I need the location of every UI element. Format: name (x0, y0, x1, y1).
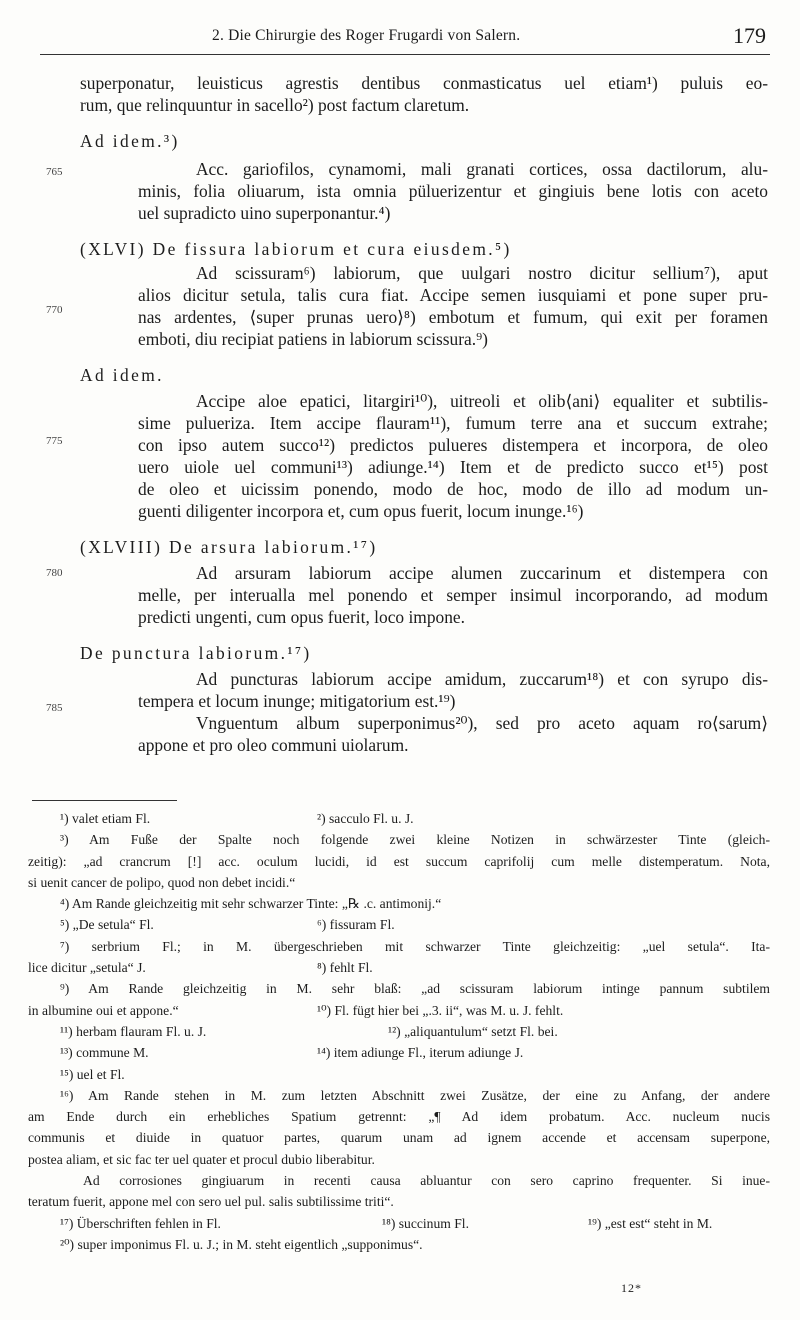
text-line: Accipe aloe epatici, litargiri¹⁰), uitreoli et olib⟨ani⟩ equaliter et subtilis- (196, 391, 768, 411)
footnote: ¹) valet etiam Fl. (60, 811, 151, 826)
text-line: uel supradicto uino superponantur.⁴) (138, 203, 391, 223)
signature-mark: 12* (621, 1281, 642, 1295)
footnote: ¹⁴) item adiunge Fl., iterum adiunge J. (317, 1045, 524, 1061)
footnote: ²⁰) super imponimus Fl. u. J.; in M. steht eigentlich „supponimus“. (60, 1236, 423, 1252)
footnote-row (28, 957, 770, 978)
text-line: guenti diligenter incorpora et, cum opus fuerit, locum inunge.¹⁶) (138, 501, 584, 521)
running-head (40, 22, 770, 55)
text-line: superponatur, leuisticus agrestis dentibus conmasticatus uel etiam¹) puluis eo- (80, 73, 768, 93)
text-line: tempera et locum inunge; mitigatorium est.¹⁹) (138, 691, 456, 711)
paragraph (80, 712, 768, 756)
footnote: ¹¹) herbam flauram Fl. u. J. (60, 1023, 207, 1039)
footnote-row (28, 914, 770, 935)
footnote: ¹⁰) Fl. fügt hier bei „.3. ii“, was M. u. J. fehlt. (317, 1002, 564, 1018)
line-number: 780 (46, 567, 63, 579)
footnote: ⁸) fehlt Fl. (317, 960, 373, 976)
text-line: Ad puncturas labiorum accipe amidum, zuccarum¹⁸) et con syrupo dis- (196, 669, 768, 689)
footnote: ¹³) commune M. (60, 1045, 149, 1061)
footnote: ⁶) fissuram Fl. (317, 917, 395, 933)
footnote: ³) Am Fuße der Spalte noch folgende zwei kleine Notizen in schwärzester Tinte (gleich- zeitig): „ad crancrum [!] acc. oculum lucidi, id est succum caprifolij cum melle distemperatum. Nota, si uenit cancer de polipo, quod non debet incidi.“ (28, 832, 770, 890)
text-line: nas ardentes, ⟨super prunas uero⟩⁸) embotum et fumum, qui exit per foramen (138, 307, 768, 327)
text-line: de oleo et uicissim ponendo, modo de hoc, modo de illo ad modum un- (138, 479, 768, 499)
text-line: Acc. gariofilos, cynamomi, mali granati cortices, ossa dactilorum, alu- (196, 159, 768, 179)
paragraph (80, 668, 768, 712)
text-line: melle, per interualla mel ponendo et semper insimul incorporando, ad modum (138, 585, 768, 605)
footnote-row (28, 1213, 770, 1234)
running-title: 2. Die Chirurgie des Roger Frugardi von Salern. (212, 27, 521, 44)
footnote: ¹⁶) Am Rande stehen in M. zum letzten Abschnitt zwei Zusätze, der eine zu Anfang, der andere am Ende durch ein erhebliches Spatium getrennt: „¶ Ad idem probatum. Acc. nucleum nucis communis et diuide in quatuor partes, quarum unam ad ignem accende et accensam superpone, postea aliam, et sic fac ter uel quater et procul dubio liberabitur. Ad corrosiones gingiuarum in recenti causa abluantur con sero caprino frequenter. Si inue- teratum fuerit, appone mel con sero uel pul. salis subtilissime triti“. (28, 1087, 770, 1210)
page-number: 179 (733, 23, 766, 48)
footnotes (28, 808, 770, 1255)
text-line: uero uiole uel communi¹³) adiunge.¹⁴) Item et de predicto succo et¹⁵) post (138, 457, 768, 477)
footnote-row (28, 1021, 770, 1042)
footnote: ¹²) „aliquantulum“ setzt Fl. bei. (388, 1023, 558, 1039)
footnote: lice dicitur „setula“ J. (28, 960, 146, 976)
text-line: Ad arsuram labiorum accipe alumen zuccarinum et distempera con (196, 563, 768, 583)
section-heading: (XLVI) De fissura labiorum et cura eiusdem.⁵) (80, 239, 512, 259)
footnote: in albumine oui et appone.“ (28, 1002, 179, 1018)
text-line: alios dicitur setula, talis cura fiat. Accipe semen iusquiami et pone super pru- (138, 285, 768, 305)
text-line: minis, folia oliuarum, ista omnia püluerizentur et gingiuis bene lotis con aceto (138, 181, 768, 201)
footnote: ⁹) Am Rande gleichzeitig in M. sehr blaß: „ad scissuram labiorum intinge pannum subtilem (60, 981, 770, 997)
footnote-rule (32, 800, 177, 801)
paragraph (80, 72, 768, 116)
line-number: 785 (46, 702, 63, 714)
paragraph (80, 562, 768, 628)
text-line: Vnguentum album superponimus²⁰), sed pro aceto aquam ro⟨sarum⟩ (196, 713, 768, 733)
footnote: ¹⁷) Überschriften fehlen in Fl. (60, 1215, 221, 1231)
text-line: con ipso autem succo¹²) predictos pulueres distempera et incorpora, de oleo (138, 435, 768, 455)
section-heading: Ad idem.³) (80, 131, 180, 151)
footnote-row (28, 1042, 770, 1063)
footnote: ¹⁵) uel et Fl. (60, 1066, 125, 1082)
footnote: ⁴) Am Rande gleichzeitig mit sehr schwarzer Tinte: „℞ .c. antimonij.“ (60, 896, 442, 912)
footnote: ¹⁸) succinum Fl. (382, 1215, 469, 1231)
section-heading: De punctura labiorum.¹⁷) (80, 643, 312, 663)
footnote-row (28, 808, 770, 829)
text-line: rum, que relinquuntur in sacello²) post factum claretum. (80, 95, 470, 115)
paragraph (80, 158, 768, 224)
line-number: 765 (46, 166, 63, 178)
footnote: ¹⁹) „est est“ steht in M. (588, 1215, 713, 1231)
paragraph (80, 390, 768, 522)
footnote: ⁷) serbrium Fl.; in M. übergeschrieben mit schwarzer Tinte gleichzeitig: „uel setula“. Ita- (60, 938, 770, 954)
paragraph (80, 262, 768, 350)
text-line: sime pulueriza. Item accipe flauram¹¹), fumum terre ana et succum extrahe; (138, 413, 768, 433)
line-number: 770 (46, 304, 63, 316)
section-heading: (XLVIII) De arsura labiorum.¹⁷) (80, 537, 378, 557)
text-line: Ad scissuram⁶) labiorum, que uulgari nostro dicitur sellium⁷), aput (196, 263, 768, 283)
text-line: emboti, diu recipiat patiens in labiorum scissura.⁹) (138, 329, 488, 349)
line-number: 775 (46, 435, 63, 447)
footnote: ²) sacculo Fl. u. J. (317, 811, 414, 826)
main-text (80, 72, 768, 756)
section-heading: Ad idem. (80, 365, 164, 385)
footnote: ⁵) „De setula“ Fl. (60, 917, 154, 933)
text-line: appone et pro oleo communi uiolarum. (138, 735, 409, 755)
footnote-row (28, 1000, 770, 1021)
text-line: predicti ungenti, cum opus fuerit, loco impone. (138, 607, 465, 627)
